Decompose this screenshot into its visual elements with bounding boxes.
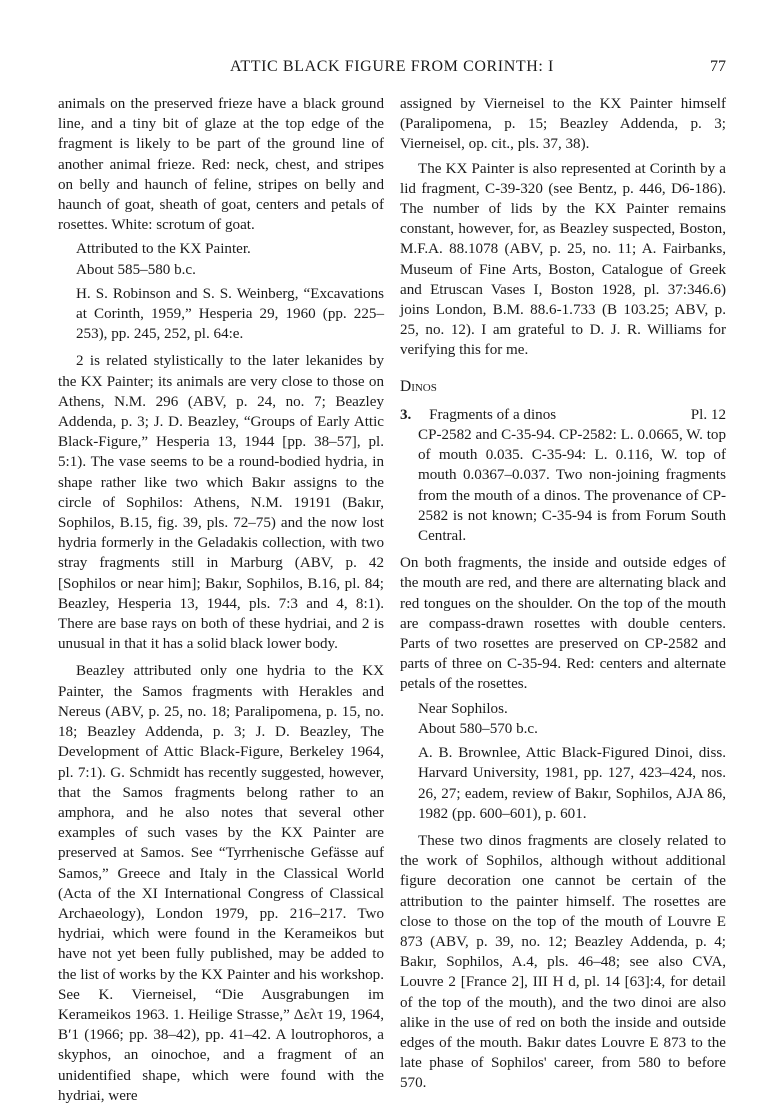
discussion-paragraph: Beazley attributed only one hydria to the KX Painter, the Samos fragments with Herakles and Nereus (ABV, p. 25, no. 18; Paralipomena, p. 15, no. 18; Beazley Addenda, p. 3; J. D. Beazley, The Development of Attic Black-Figure, Berkeley 1964, pl. 7:1). G. Schmidt has recently suggested, however, that the Samos fragments belong rather to an amphora, and he also notes that several other examples of such vases by the KX Painter are preserved at Samos. See “Tyrrhenische Gefässe auf Samos,” Greece and Italy in the Classical World (Acta of the XI International Congress of Classical Archaeology), London 1979, pp. 216–217. Two hydriai, which were found in the Kerameikos but have not yet been fully published, may be added to the list of works by the KX Painter and his workshop. See K. Vierneisel, “Die Ausgrabungen im Kerameikos 1963. 1. Heilige Strasse,” Δελτ 19, 1964, Bʹ1 (1966; pp. 38–42), pp. 41–42. A loutrophoros, a skyphos, an oinochoe, and a fragment of an unidentified shape, which were found with the hydriai, were: [58, 663, 384, 1104]
bibliography: A. B. Brownlee, Attic Black-Figured Dinoi, diss. Harvard University, 1981, pp. 127, 423–424, nos. 26, 27; eadem, review of Bakır, Sophilos, AJA 86, 1982 (pp. 600–601), p. 601.: [418, 745, 726, 822]
running-title: ATTIC BLACK FIGURE FROM CORINTH: I: [230, 58, 554, 75]
left-column: [58, 94, 384, 1106]
section-heading: Dinos: [400, 377, 437, 395]
discussion-paragraph: On both fragments, the inside and outside edges of the mouth are red, and there are alternating black and red tongues on the shoulder. On the top of the mouth are compass-drawn rosettes with double centers. Parts of two rosettes are preserved on CP-2582 and parts of three on C-35-94. Red: centers and alternate petals of the rosettes.: [400, 555, 726, 693]
catalogue-description: CP-2582 and C-35-94. CP-2582: L. 0.0665, W. top of mouth 0.035. C-35-94: L. 0.116, W. top of mouth 0.0367–0.037. Two non-joining fragments from the mouth of a dinos. The provenance of CP-2582 is not known; C-35-94 is from Forum South Central.: [418, 427, 726, 545]
attribution: Attributed to the KX Painter.: [76, 241, 251, 258]
plate-reference: Pl. 12: [690, 406, 726, 423]
right-column: [400, 94, 726, 1094]
discussion-paragraph: The KX Painter is also represented at Corinth by a lid fragment, C-39-320 (see Bentz, p. 446, D6-186). The number of lids by the KX Painter remains constant, however, for, as Beazley suspected, Boston, M.F.A. 88.1078 (ABV, p. 25, no. 11; A. Fairbanks, Museum of Fine Arts, Boston, Catalogue of Greek and Etruscan Vases I, Boston 1928, pl. 37:346.6) joins London, B.M. 88.6-1.733 (B 103.25; ABV, p. 25, no. 12). I am grateful to D. J. R. Williams for verifying this for me.: [400, 160, 726, 359]
discussion-paragraph: These two dinos fragments are closely related to the work of Sophilos, although without additional figure decoration one cannot be certain of the attribution to the painter himself. The rosettes are close to those on the top of the mouth of Louvre E 873 (ABV, p. 39, no. 12; Beazley Addenda, p. 4; Bakır, Sophilos, A.4, pls. 46–48; see also CVA, Louvre 2 [France 2], III H d, pl. 14 [63]:4, for detail of the top of the mouth), and the two dinoi are also alike in the use of red on both the inside and outside edges of the mouth. Bakır dates Louvre E 873 to the late phase of Sophilos' career, from 580 to before 570.: [400, 832, 726, 1092]
discussion-paragraph: 2 is related stylistically to the later lekanides by the KX Painter; its animals are very close to those on Athens, N.M. 296 (ABV, p. 24, no. 7; Beazley Addenda, p. 3; J. D. Beazley, “Groups of Early Attic Black-Figure,” Hesperia 13, 1944 [pp. 38–57], pl. 5:1). The vase seems to be a round-bodied hydria, in shape rather like two which Bakır assigns to the circle of Sophilos: Athens, N.M. 19191 (Bakır, Sophilos, B.15, fig. 39, pls. 72–75) and the now lost hydria formerly in the Geladakis collection, with two stray fragments still in Marburg (ABV, p. 42 [Sophilos or near him]; Bakır, Sophilos, B.16, pl. 84; Beazley, Hesperia 13, 1944, pls. 7:3 and 4, 8:1). There are base rays on both of these hydriai, and 2 is unusual in that it has a solid black lower body.: [58, 353, 384, 653]
bibliography: H. S. Robinson and S. S. Weinberg, “Excavations at Corinth, 1959,” Hesperia 29, 1960 (pp. 225–253), pp. 245, 252, pl. 64:e.: [76, 285, 384, 343]
catalogue-number: 3.: [400, 406, 412, 423]
date: About 585–580 b.c.: [76, 261, 196, 278]
paragraph-continued: assigned by Vierneisel to the KX Painter himself (Paralipomena, p. 15; Beazley Addenda, p. 3; Vierneisel, op. cit., pls. 37, 38).: [400, 96, 726, 153]
paragraph-continued: animals on the preserved frieze have a black ground line, and a tiny bit of glaze at the top edge of the fragment is likely to be part of the ground line of another animal frieze. Red: neck, chest, and stripes on belly and haunch of feline, stripes on belly and haunch of goat, sheath of goat, centers and petals of rosettes. White: scrotum of goat.: [58, 96, 384, 234]
page-number: 77: [710, 58, 726, 75]
attribution: Near Sophilos.: [418, 700, 508, 717]
catalogue-title-wrap: [400, 405, 556, 425]
catalogue-entry-heading: [400, 405, 726, 425]
page-header: [58, 58, 726, 82]
date: About 580–570 b.c.: [418, 720, 538, 737]
catalogue-title: Fragments of a dinos: [429, 406, 557, 423]
